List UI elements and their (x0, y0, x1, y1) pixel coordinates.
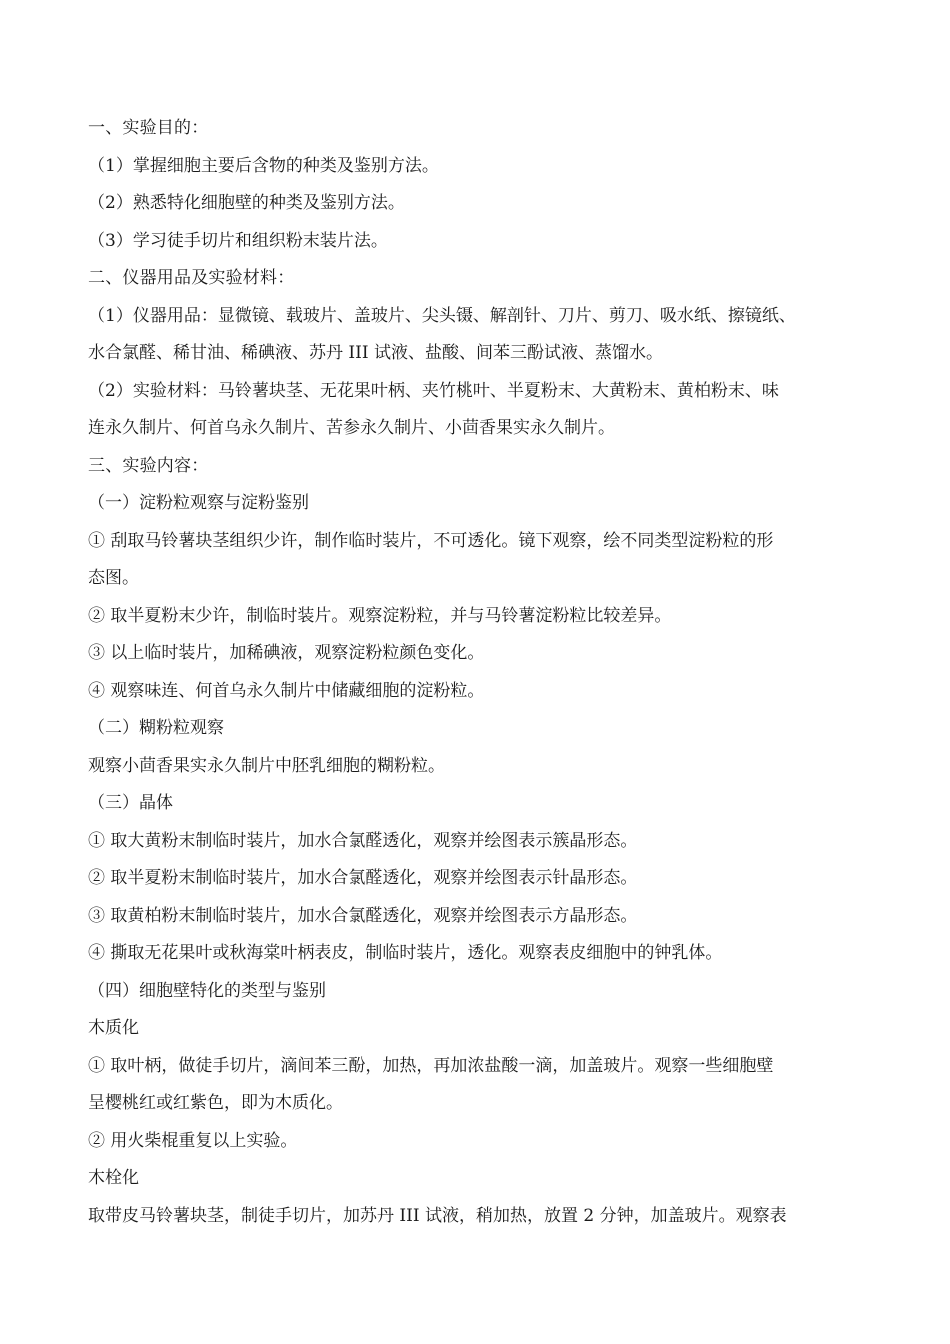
section-heading-objectives: 一、实验目的： (88, 118, 209, 138)
starch-step-2: ② 取半夏粉末少许，制临时装片。观察淀粉粒，并与马铃薯淀粉粒比较差异。 (88, 605, 672, 626)
objective-item-3: （3）学习徒手切片和组织粉末装片法。 (88, 230, 388, 251)
crystals-step-1: ① 取大黄粉末制临时装片，加水合氯醛透化，观察并绘图表示簇晶形态。 (88, 830, 638, 851)
lignification-step-1-line-1: ① 取叶柄，做徒手切片，滴间苯三酚，加热，再加浓盐酸一滴，加盖玻片。观察一些细胞壁 (88, 1055, 774, 1076)
crystals-step-4: ④ 撕取无花果叶或秋海棠叶柄表皮，制临时装片，透化。观察表皮细胞中的钟乳体。 (88, 943, 723, 963)
aleurone-text: 观察小茴香果实永久制片中胚乳细胞的糊粉粒。 (88, 755, 445, 776)
materials-samples-line-2: 连永久制片、何首乌永久制片、苦参永久制片、小茴香果实永久制片。 (88, 418, 615, 438)
cell-wall-suberization-heading: 木栓化 (88, 1168, 139, 1188)
starch-step-1-line-2: 态图。 (88, 568, 139, 588)
subsection-heading-aleurone: （二）糊粉粒观察 (88, 718, 224, 738)
lignification-step-1-line-2: 呈樱桃红或红紫色，即为木质化。 (88, 1093, 343, 1113)
crystals-step-2: ② 取半夏粉末制临时装片，加水合氯醛透化，观察并绘图表示针晶形态。 (88, 868, 638, 888)
document-body (88, 110, 878, 1235)
starch-step-1-line-1: ① 刮取马铃薯块茎组织少许，制作临时装片，不可透化。镜下观察，绘不同类型淀粉粒的形 (88, 530, 774, 551)
subsection-heading-starch: （一）淀粉粒观察与淀粉鉴别 (88, 493, 309, 513)
cell-wall-lignification-heading: 木质化 (88, 1018, 139, 1038)
section-heading-content: 三、实验内容： (88, 455, 209, 476)
subsection-heading-cell-wall: （四）细胞壁特化的类型与鉴别 (88, 980, 326, 1001)
suberization-text: 取带皮马铃薯块茎，制徒手切片，加苏丹 III 试液，稍加热，放置 2 分钟，加盖玻片。观察表 (88, 1205, 787, 1226)
section-heading-materials: 二、仪器用品及实验材料： (88, 268, 295, 288)
materials-samples-line-1: （2）实验材料：马铃薯块茎、无花果叶柄、夹竹桃叶、半夏粉末、大黄粉末、黄柏粉末、味 (88, 380, 779, 401)
objective-item-2: （2）熟悉特化细胞壁的种类及鉴别方法。 (88, 193, 405, 213)
subsection-heading-crystals: （三）晶体 (88, 793, 173, 813)
materials-instruments-line-1: （1）仪器用品：显微镜、载玻片、盖玻片、尖头镊、解剖针、刀片、剪刀、吸水纸、擦镜纸、 (88, 305, 796, 326)
starch-step-3: ③ 以上临时装片，加稀碘液，观察淀粉粒颜色变化。 (88, 643, 485, 663)
objective-item-1: （1）掌握细胞主要后含物的种类及鉴别方法。 (88, 155, 439, 176)
crystals-step-3: ③ 取黄柏粉末制临时装片，加水合氯醛透化，观察并绘图表示方晶形态。 (88, 905, 638, 926)
materials-instruments-line-2: 水合氯醛、稀甘油、稀碘液、苏丹 III 试液、盐酸、间苯三酚试液、蒸馏水。 (88, 343, 663, 363)
starch-step-4: ④ 观察味连、何首乌永久制片中储藏细胞的淀粉粒。 (88, 680, 485, 701)
lignification-step-2: ② 用火柴棍重复以上实验。 (88, 1130, 298, 1151)
